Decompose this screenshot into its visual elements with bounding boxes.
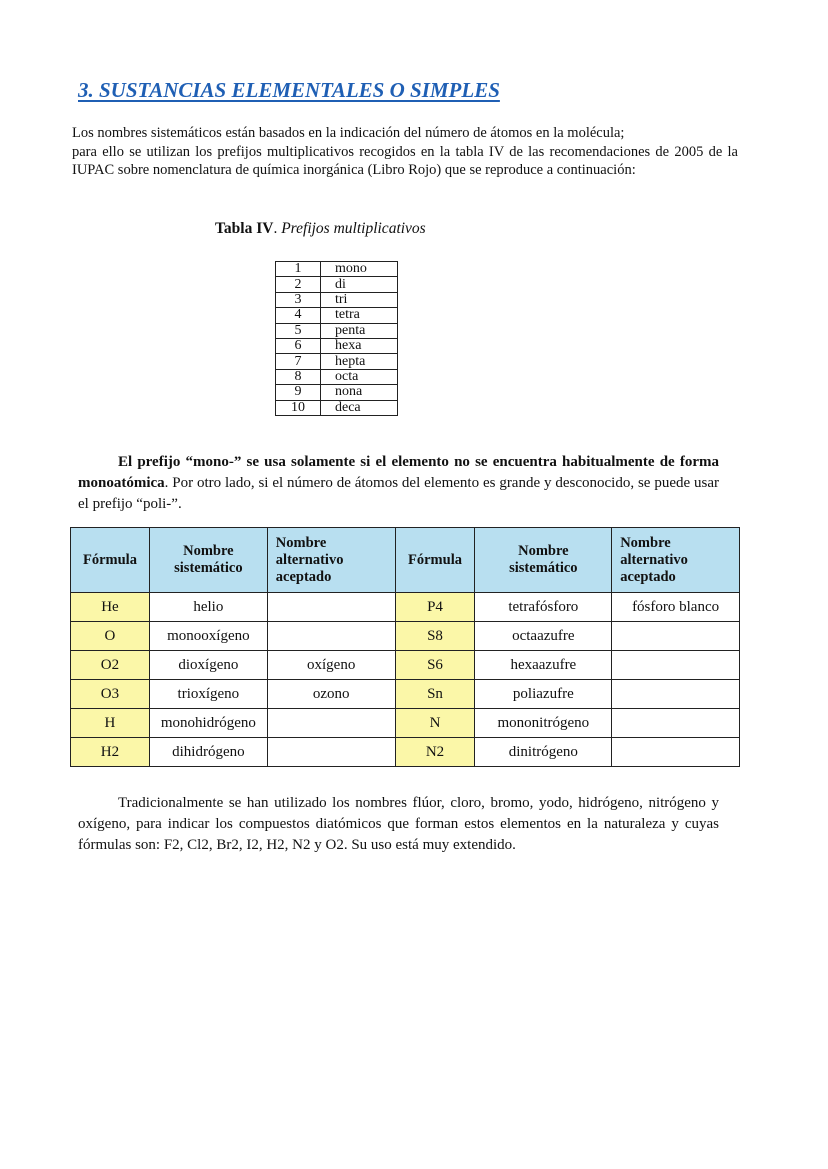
prefix-name: deca (321, 400, 398, 415)
alternative-name-cell (267, 738, 395, 767)
prefix-name: octa (321, 369, 398, 384)
systematic-name-cell: monohidrógeno (149, 709, 267, 738)
diatomic-text: Tradicionalmente se han utilizado los nombres flúor, cloro, bromo, yodo, hidrógeno, nitrógeno y oxígeno, para indicar los compuestos diatómicos que forman estos elementos en la naturaleza y cuyas fórmulas son: F2, Cl2, Br2, I2, H2, N2 y O2. Su uso está muy extendido. (78, 795, 719, 853)
prefix-name: hexa (321, 338, 398, 353)
header-systematic-name: Nombre sistemático (149, 528, 267, 593)
formula-cell: O (71, 622, 150, 651)
caption-label: Tabla IV (215, 220, 274, 237)
alternative-name-cell: oxígeno (267, 651, 395, 680)
systematic-name-cell: octaazufre (475, 622, 612, 651)
alternative-name-cell: ozono (267, 680, 395, 709)
prefix-row (276, 292, 398, 307)
prefix-row (276, 385, 398, 400)
diatomic-paragraph (78, 793, 719, 856)
prefix-number: 10 (276, 400, 321, 415)
alternative-name-cell (267, 622, 395, 651)
formula-cell: O2 (71, 651, 150, 680)
prefix-name: di (321, 277, 398, 292)
prefix-row (276, 262, 398, 277)
prefix-name: nona (321, 385, 398, 400)
prefix-number: 4 (276, 308, 321, 323)
alternative-name-cell (612, 738, 740, 767)
prefix-row (276, 369, 398, 384)
mono-prefix-paragraph (78, 452, 719, 515)
section-heading: 3. SUSTANCIAS ELEMENTALES O SIMPLES (78, 78, 500, 102)
systematic-name-cell: poliazufre (475, 680, 612, 709)
prefix-name: hepta (321, 354, 398, 369)
formula-cell: Sn (395, 680, 475, 709)
alternative-name-cell (267, 709, 395, 738)
formula-cell: S8 (395, 622, 475, 651)
formula-cell: P4 (395, 593, 475, 622)
formula-cell: He (71, 593, 150, 622)
caption-separator: . (273, 220, 282, 237)
intro-paragraph (72, 124, 738, 180)
prefix-table (275, 261, 398, 416)
table-row (71, 738, 740, 767)
systematic-name-cell: hexaazufre (475, 651, 612, 680)
systematic-name-cell: mononitrógeno (475, 709, 612, 738)
prefix-name: tetra (321, 308, 398, 323)
systematic-name-cell: tetrafósforo (475, 593, 612, 622)
intro-line-1: Los nombres sistemáticos están basados en la indicación del número de átomos en la molécula; (72, 125, 625, 141)
prefix-number: 7 (276, 354, 321, 369)
header-formula: Fórmula (395, 528, 475, 593)
elements-table (70, 527, 740, 767)
mono-prefix-rest: . Por otro lado, si el número de átomos del elemento es grande y desconocido, se puede usar el prefijo “poli-”. (78, 475, 719, 512)
formula-cell: H2 (71, 738, 150, 767)
prefix-row (276, 323, 398, 338)
prefix-number: 9 (276, 385, 321, 400)
mono-prefix-bold: El prefijo “mono-” se usa solamente si el elemento no se encuentra habitualmente de forma monoatómica (78, 454, 719, 491)
alternative-name-cell: fósforo blanco (612, 593, 740, 622)
intro-line-2: para ello se utilizan los prefijos multiplicativos recogidos en la tabla IV de las recomendaciones de 2005 de la IUPAC sobre nomenclatura de química inorgánica (Libro Rojo) que se reproduce a continuación: (72, 143, 738, 178)
prefix-name: mono (321, 262, 398, 277)
systematic-name-cell: dinitrógeno (475, 738, 612, 767)
prefix-row (276, 400, 398, 415)
alternative-name-cell (612, 622, 740, 651)
prefix-number: 3 (276, 292, 321, 307)
header-row (71, 528, 740, 593)
systematic-name-cell: trioxígeno (149, 680, 267, 709)
prefix-number: 6 (276, 338, 321, 353)
prefix-number: 2 (276, 277, 321, 292)
systematic-name-cell: monooxígeno (149, 622, 267, 651)
alternative-name-cell (612, 680, 740, 709)
formula-cell: S6 (395, 651, 475, 680)
alternative-name-cell (267, 593, 395, 622)
table-row (71, 593, 740, 622)
formula-cell: H (71, 709, 150, 738)
header-alternative-name: Nombre alternativo aceptado (267, 528, 395, 593)
prefix-number: 5 (276, 323, 321, 338)
header-formula: Fórmula (71, 528, 150, 593)
formula-cell: N (395, 709, 475, 738)
formula-cell: O3 (71, 680, 150, 709)
systematic-name-cell: helio (149, 593, 267, 622)
formula-cell: N2 (395, 738, 475, 767)
alternative-name-cell (612, 651, 740, 680)
prefix-number: 1 (276, 262, 321, 277)
caption-title: Prefijos multiplicativos (281, 220, 426, 237)
systematic-name-cell: dihidrógeno (149, 738, 267, 767)
prefix-name: tri (321, 292, 398, 307)
prefix-row (276, 308, 398, 323)
header-systematic-name: Nombre sistemático (475, 528, 612, 593)
table-row (71, 622, 740, 651)
prefix-name: penta (321, 323, 398, 338)
table-row (71, 709, 740, 738)
table-row (71, 651, 740, 680)
header-alternative-name: Nombre alternativo aceptado (612, 528, 740, 593)
prefix-row (276, 277, 398, 292)
prefix-row (276, 338, 398, 353)
alternative-name-cell (612, 709, 740, 738)
table-caption (215, 220, 426, 238)
systematic-name-cell: dioxígeno (149, 651, 267, 680)
table-row (71, 680, 740, 709)
prefix-row (276, 354, 398, 369)
prefix-number: 8 (276, 369, 321, 384)
